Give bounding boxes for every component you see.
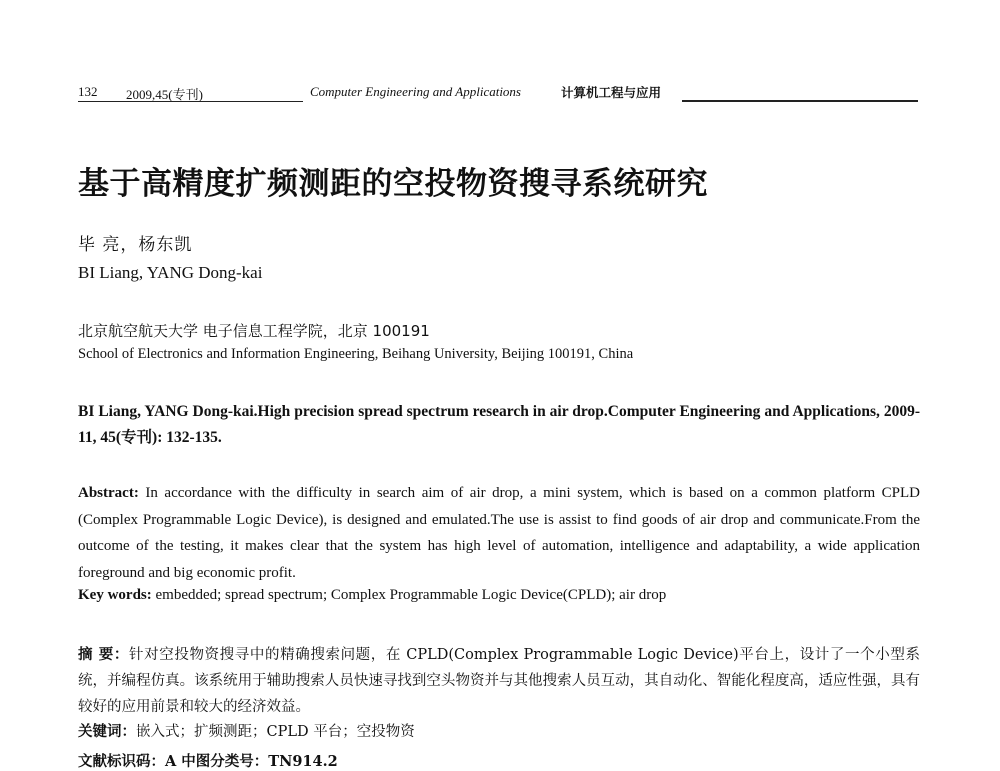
cn-abstract-text: 针对空投物资搜寻中的精确搜索问题，在 CPLD(Complex Programmable Logic Device)平台上，设计了一个小型系统，并编程仿真。该系统用于辅助搜索人员快速寻找到空头物资并与其他搜索人员互动，其自动化、智能化程度高，适应性强，具有较好的应用前景和较大的经济效益。: [78, 647, 920, 715]
keywords-cn: [78, 720, 415, 741]
cn-keywords-text: 嵌入式；扩频测距；CPLD 平台；空投物资: [136, 724, 415, 740]
paper-title: 基于高精度扩频测距的空投物资搜寻系统研究: [78, 166, 708, 202]
citation: BI Liang, YANG Dong-kai.High precision spread spectrum research in air drop.Computer Engineering and Applications, 2009-11, 45(专刊): 132-135.: [78, 403, 920, 446]
abstract-text: In accordance with the difficulty in search aim of air drop, a mini system, which is based on a common platform CPLD (Complex Programmable Logic Device), is designed and emulated.The use is assist to find goods of air drop and communicate.From the outcome of the testing, it makes clear that the system has high level of automation, intelligence and adaptability, a wide application foreground and big economic profit.: [78, 485, 921, 581]
affiliation-en: School of Electronics and Information Engineering, Beihang University, Beijing 100191, China: [78, 346, 634, 362]
journal-name-cn: 计算机工程与应用: [561, 85, 662, 100]
authors-cn: 毕 亮，杨东凯: [78, 235, 193, 255]
abstract-en: [78, 480, 920, 586]
header-rule-left: [78, 101, 303, 102]
keywords-text: embedded; spread spectrum; Complex Programmable Logic Device(CPLD); air drop: [155, 587, 667, 603]
classification-codes: 文献标识码：A 中图分类号：TN914.2: [78, 753, 338, 770]
cn-keywords-label: 关键词：: [78, 723, 136, 740]
affiliation-cn: 北京航空航天大学 电子信息工程学院，北京 100191: [78, 322, 430, 340]
journal-name-en: Computer Engineering and Applications: [310, 84, 521, 99]
abstract-label: Abstract:: [78, 485, 139, 501]
header-rule-right: [682, 100, 918, 102]
cn-abstract-label: 摘 要：: [78, 646, 129, 663]
authors-en: BI Liang, YANG Dong-kai: [78, 263, 263, 282]
page-number: 132: [78, 84, 98, 99]
keywords-label: Key words:: [78, 587, 152, 603]
volume-issue: 2009,45(专刊): [126, 87, 203, 102]
abstract-cn: [78, 642, 920, 720]
running-header: [78, 84, 918, 108]
keywords-en: [78, 587, 920, 604]
